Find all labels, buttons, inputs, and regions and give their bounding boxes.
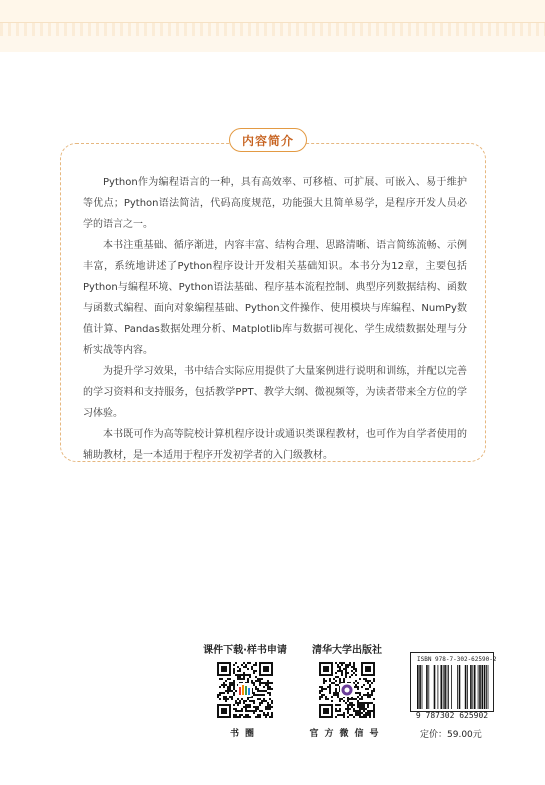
intro-paragraph: Python作为编程语言的一种，具有高效率、可移植、可扩展、可嵌入、易于维护等优点；Python语法简洁，代码高度规范，功能强大且简单易学，是程序开发人员必学的语言之一。 — [83, 177, 467, 230]
barcode-number: 9 787302 625902 — [415, 711, 489, 720]
qr-block-bookcircle — [203, 641, 287, 739]
qr-code-icon — [319, 662, 375, 718]
intro-paragraph: 本书注重基础、循序渐进，内容丰富、结构合理、思路清晰、语言简练流畅、示例丰富，系统地讲述了Python程序设计开发相关基础知识。本书分为12章，主要包括Python与编程环境、Python语法基础、程序基本流程控制、典型序列数据结构、函数与函数式编程、面向对象编程基础、Python文件操作、使用模块与库编程、NumPy数值计算、Pandas数据处理分析、Matplotlib库与数据可视化、学生成绩数据处理与分析实战等内容。 — [83, 240, 467, 356]
intro-title: 内容简介 — [241, 133, 294, 148]
publisher-logo-icon — [340, 683, 354, 697]
qr-block-publisher — [305, 641, 389, 739]
qr-caption-bottom: 书圈 — [229, 729, 260, 739]
qr-caption-top: 课件下载·样书申请 — [203, 645, 287, 656]
qr-caption-bottom: 官方微信号 — [309, 729, 385, 739]
bookcircle-logo-icon — [238, 683, 252, 697]
isbn-label: ISBN 978-7-302-62590-2 — [417, 656, 497, 663]
intro-body — [83, 172, 467, 466]
price-label: 定价：59.00元 — [420, 730, 482, 740]
top-decorative-band — [0, 0, 545, 52]
intro-paragraph: 为提升学习效果，书中结合实际应用提供了大量案例进行说明和训练，并配以完善的学习资料和支持服务，包括教学PPT、教学大纲、微视频等，为读者带来全方位的学习体验。 — [83, 366, 467, 419]
barcode-bars-icon — [417, 665, 489, 709]
intro-title-tab — [229, 128, 307, 152]
intro-paragraph: 本书既可作为高等院校计算机程序设计或通识类课程教材，也可作为自学者使用的辅助教材，是一本适用于程序开发初学者的入门级教材。 — [83, 429, 467, 461]
isbn-barcode — [410, 652, 497, 712]
qr-caption-top: 清华大学出版社 — [312, 645, 382, 656]
qr-code-icon — [217, 662, 273, 718]
